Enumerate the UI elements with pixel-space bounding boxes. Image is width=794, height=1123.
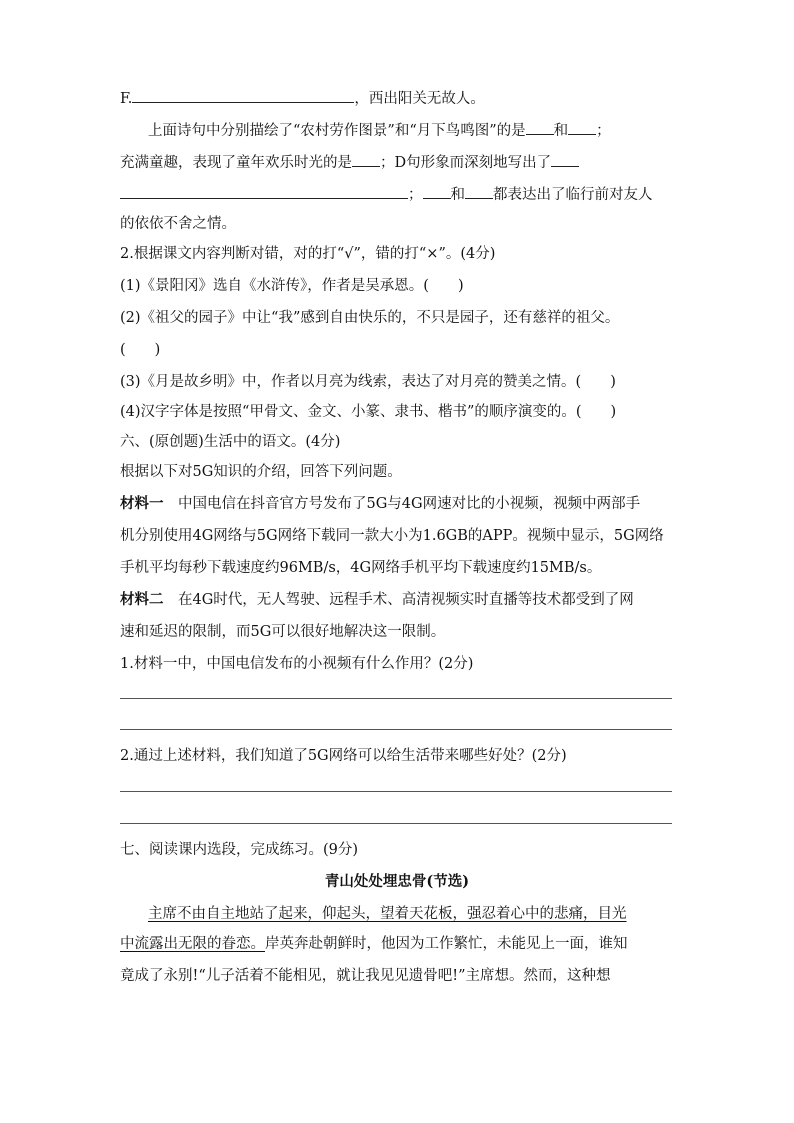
underlined-sentence: 中流露出无限的眷恋。 (120, 936, 265, 952)
judge-item-4: (4)汉字字体是按照“甲骨文、金文、小篆、隶书、楷书”的顺序演变的。( ) (120, 404, 617, 420)
text: 和 (553, 123, 569, 139)
answer-blank[interactable] (568, 120, 596, 135)
section-6-heading: 六、(原创题)生活中的语文。(4分) (120, 434, 341, 450)
passage-line-1 (148, 904, 627, 924)
material-2-line-1 (120, 590, 634, 610)
judge-item-1: (1)《景阳冈》选自《水浒传》，作者是吴承恩。( ) (120, 278, 464, 294)
answer-line[interactable] (120, 698, 672, 699)
answer-line[interactable] (120, 729, 672, 730)
text: ； (408, 187, 423, 203)
fill-line-f (120, 88, 485, 109)
passage-line-3: 竟成了永别!“儿子活着不能相见，就让我见见遗骨吧!”主席想。然而，这种想 (120, 968, 611, 984)
material-2-line-2: 速和延迟的限制，而5G可以很好地解决这一限制。 (120, 624, 446, 640)
paragraph-line: 的依依不舍之情。 (120, 216, 236, 232)
answer-blank[interactable] (352, 152, 380, 167)
answer-blank[interactable] (120, 184, 408, 199)
judge-item-2: (2)《祖父的园子》中让“我”感到自由快乐的，不只是园子，还有慈祥的祖父。 (120, 310, 620, 326)
text: 充满童趣，表现了童年欢乐时光的是 (120, 155, 352, 171)
material-1-line-2: 机分别使用4G网络与5G网络下载同一款大小为1.6GB的APP。视频中显示，5G网络 (120, 528, 664, 544)
passage-title: 青山处处埋忠骨(节选) (324, 873, 470, 890)
answer-blank[interactable] (526, 120, 554, 135)
paragraph-line (148, 120, 611, 141)
section-6-intro: 根据以下对5G知识的介绍，回答下列问题。 (120, 464, 402, 480)
paragraph-line (120, 152, 579, 173)
judge-item-3: (3)《月是故乡明》中，作者以月亮为线索，表达了对月亮的赞美之情。( ) (120, 374, 616, 390)
material-2-label: 材料二 (120, 591, 164, 608)
text: 岸英奔赴朝鲜时，他因为工作繁忙，未能见上一面，谁知 (265, 936, 628, 952)
material-1-line-3: 手机平均每秒下载速度约96MB/s，4G网络手机平均下载速度约15MB/s。 (120, 560, 602, 576)
underlined-sentence: 主席不由自主地站了起来，仰起头，望着天花板，强忍着心中的悲痛，目光 (148, 906, 627, 922)
answer-blank[interactable] (551, 152, 579, 167)
question-2-title: 2.根据课文内容判断对错，对的打“√”，错的打“×”。(4分) (120, 246, 496, 262)
judge-item-2-bracket: ( ) (120, 342, 161, 358)
material-1-line-1 (120, 494, 640, 514)
text: 和 (450, 187, 465, 203)
answer-line[interactable] (120, 823, 672, 824)
text: 都表达出了临行前对友人 (493, 187, 653, 203)
passage-line-2 (120, 934, 628, 954)
section-7-heading: 七、阅读课内选段，完成练习。(9分) (120, 842, 359, 858)
answer-blank[interactable] (465, 184, 493, 199)
answer-line[interactable] (120, 791, 672, 792)
answer-blank[interactable] (423, 184, 451, 199)
text: 在4G时代，无人驾驶、远程手术、高清视频实时直播等技术都受到了网 (163, 592, 634, 608)
item-f-text: ，西出阳关无故人。 (354, 91, 485, 107)
text: 中国电信在抖音官方号发布了5G与4G网速对比的小视频，视频中两部手 (163, 496, 641, 512)
paragraph-line (120, 184, 653, 205)
text: ；D句形象而深刻地写出了 (380, 155, 552, 171)
item-f-label: F. (120, 91, 133, 107)
material-1-label: 材料一 (120, 495, 164, 512)
question-1: 1.材料一中，中国电信发布的小视频有什么作用？(2分) (120, 656, 474, 672)
question-2: 2.通过上述材料，我们知道了5G网络可以给生活带来哪些好处？(2分) (120, 748, 567, 764)
text: ； (596, 123, 611, 139)
text: 上面诗句中分别描绘了“农村劳作图景”和“月下鸟鸣图”的是 (148, 123, 526, 139)
answer-blank[interactable] (132, 88, 354, 103)
